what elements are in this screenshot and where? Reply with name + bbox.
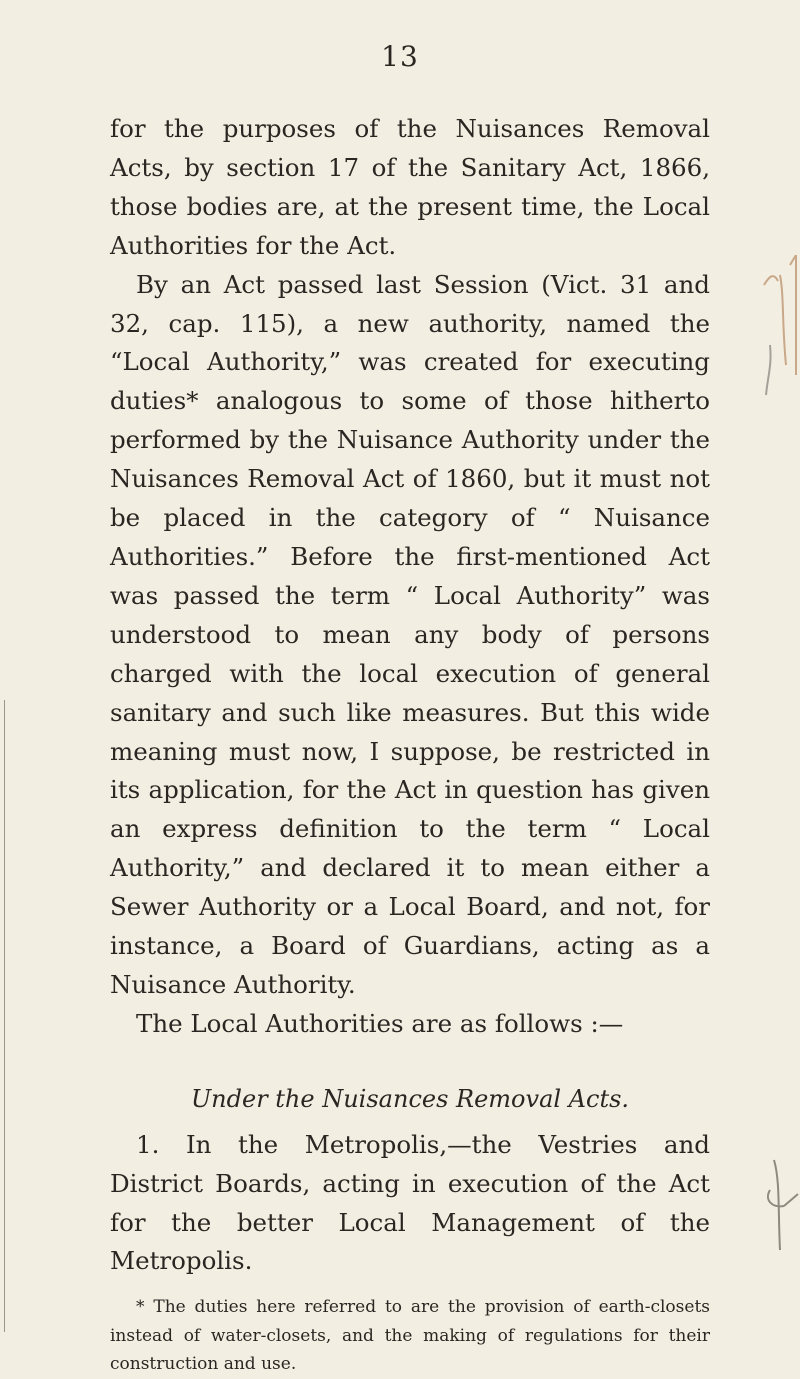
- list-item: 1. In the Metropolis,—the Vestries and District Boards, acting in execution of the Act for the better Local Management of the Metropolis.: [110, 1129, 710, 1276]
- scan-edge-line: [4, 700, 5, 1332]
- body-text: [110, 110, 710, 1379]
- margin-pencil-mark: [760, 255, 800, 415]
- margin-bracket-mark: [760, 1150, 800, 1260]
- paragraph-list-intro: The Local Authorities are as follows :—: [136, 1008, 624, 1038]
- paragraph-continuation: for the purposes of the Nuisances Removal Acts, by section 17 of the Sanitary Act, 1866, those bodies are, at the present time, the Local Authorities for the Act.: [110, 114, 710, 260]
- page-number: 13: [381, 40, 419, 73]
- paragraph-local-authority: By an Act passed last Session (Vict. 31 and 32, cap. 115), a new authority, named the “Local Authority,” was created for executing duties* analogous to some of those hitherto performed by the Nuisance Authority under the Nuisances Removal Act of 1860, but it must not be placed in the category of “ Nuisance Authorities.” Before the first-mentioned Act was passed the term “ Local Authority” was understood to mean any body of persons charged with the local execution of general sanitary and such like measures. But this wide meaning must now, I suppose, be restricted in its application, for the Act in question has given an express definition to the term “ Local Authority,” and declared it to mean either a Sewer Authority or a Local Board, and not, for instance, a Board of Guardians, acting as a Nuisance Authority.: [110, 269, 710, 999]
- footnote: * The duties here referred to are the provision of earth-closets instead of water-closets, and the making of regulations for their construction and use.: [110, 1297, 710, 1375]
- section-heading: Under the Nuisances Removal Acts.: [190, 1084, 630, 1113]
